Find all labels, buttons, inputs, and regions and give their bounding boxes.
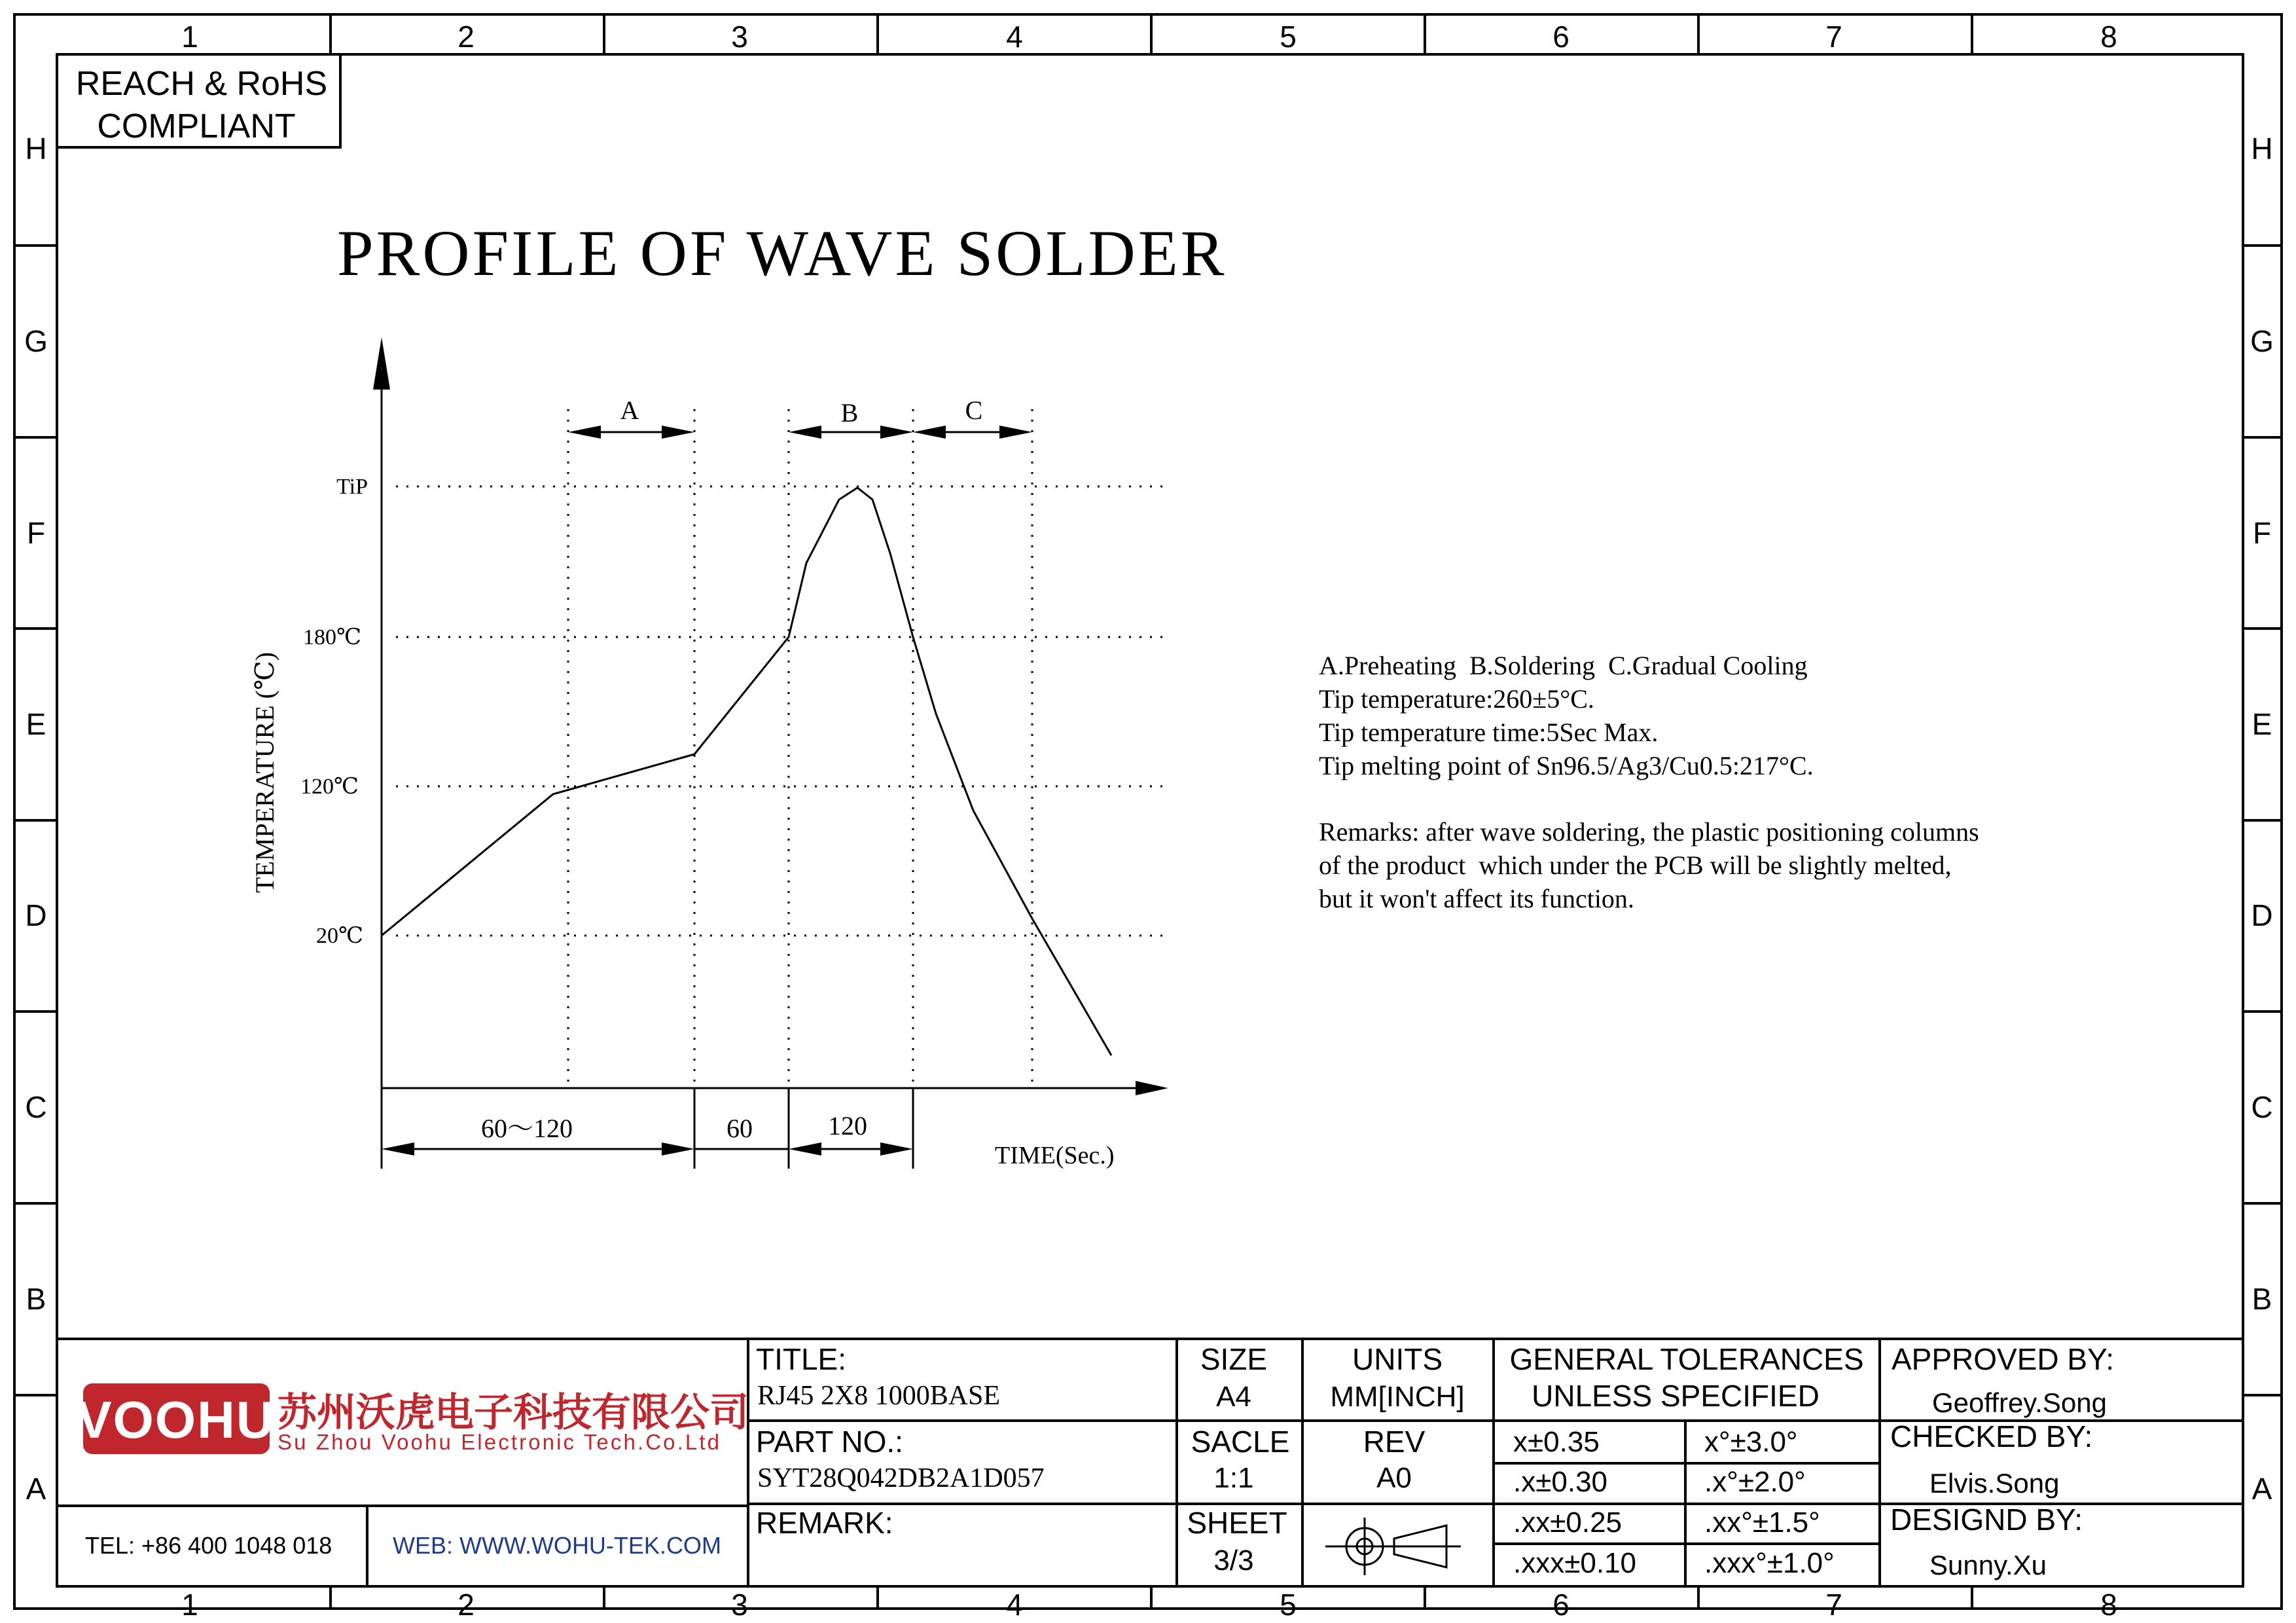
duration-preheat: 60～120 (481, 1114, 573, 1143)
row-marker-left-B: B (26, 1282, 46, 1316)
column-marker-bottom-1: 1 (181, 1588, 198, 1622)
approved-label: APPROVED BY: (1892, 1342, 2115, 1376)
row-marker-left-G: G (24, 324, 48, 358)
part-label: PART NO.: (756, 1425, 903, 1459)
company-tel: TEL: +86 400 1048 018 (85, 1532, 332, 1559)
tolerances-title-1: GENERAL TOLERANCES (1509, 1342, 1864, 1376)
notes-line-2: Tip temperature:260±5°C. (1319, 684, 1594, 714)
duration-ramp: 60 (726, 1114, 753, 1143)
size-label: SIZE (1200, 1342, 1268, 1376)
row-marker-right-A: A (2251, 1472, 2272, 1506)
tolerance-angular-2: .x°±2.0° (1704, 1466, 1806, 1498)
column-marker-top-3: 3 (731, 20, 748, 54)
zone-b-label: B (840, 398, 859, 428)
row-marker-left-F: F (26, 516, 46, 550)
y-tick-20: 20℃ (315, 924, 363, 948)
row-marker-left-H: H (25, 132, 47, 166)
remark-label: REMARK: (756, 1506, 893, 1540)
notes-line-3: Tip temperature time:5Sec Max. (1319, 718, 1659, 747)
checked-label: CHECKED BY: (1890, 1419, 2093, 1453)
column-marker-top-5: 5 (1280, 20, 1297, 54)
y-tick-120: 120℃ (300, 775, 359, 799)
company-name-cn: 苏州沃虎电子科技有限公司 (278, 1391, 749, 1434)
remarks-line-2: of the product which under the PCB will be slightly melted, (1319, 850, 1952, 880)
checked-value: Elvis.Song (1929, 1468, 2060, 1499)
column-marker-top-6: 6 (1552, 20, 1570, 54)
size-value: A4 (1216, 1381, 1251, 1413)
tolerance-angular-1: x°±3.0° (1704, 1426, 1798, 1458)
sheet-label: SHEET (1187, 1506, 1287, 1540)
column-marker-top-7: 7 (1825, 20, 1842, 54)
row-marker-right-D: D (2251, 898, 2273, 932)
remarks-line-3: but it won't affect its function. (1319, 884, 1634, 913)
row-marker-right-F: F (2252, 516, 2272, 550)
column-marker-bottom-3: 3 (731, 1588, 748, 1622)
column-marker-top-8: 8 (2100, 20, 2117, 54)
part-value: SYT28Q042DB2A1D057 (757, 1463, 1045, 1493)
column-marker-top-2: 2 (457, 20, 475, 54)
tolerance-linear-4: .xxx±0.10 (1513, 1547, 1637, 1579)
y-tick-180: 180℃ (302, 625, 361, 649)
tolerance-angular-4: .xxx°±1.0° (1704, 1547, 1835, 1579)
scale-label: SACLE (1191, 1425, 1290, 1459)
title-value: RJ45 2X8 1000BASE (757, 1381, 1001, 1411)
column-marker-bottom-7: 7 (1825, 1588, 1842, 1622)
y-tick-tip: TiP (336, 475, 368, 499)
column-marker-bottom-6: 6 (1552, 1588, 1570, 1622)
compliance-line-1: REACH & RoHS (75, 65, 328, 103)
voohu-logo (77, 1383, 275, 1454)
company-name-en: Su Zhou Voohu Electronic Tech.Co.Ltd (278, 1430, 719, 1454)
designed-label: DESIGND BY: (1890, 1503, 2083, 1537)
column-marker-bottom-8: 8 (2100, 1588, 2117, 1622)
zone-c-label: C (965, 395, 983, 425)
row-marker-left-E: E (26, 707, 46, 741)
row-marker-right-C: C (2251, 1090, 2273, 1124)
units-label: UNITS (1352, 1342, 1443, 1376)
title-label: TITLE: (756, 1342, 847, 1376)
notes-line-4: Tip melting point of Sn96.5/Ag3/Cu0.5:217°C. (1319, 751, 1814, 780)
rev-value: A0 (1376, 1462, 1412, 1494)
column-marker-bottom-5: 5 (1280, 1588, 1297, 1622)
units-value: MM[INCH] (1330, 1381, 1465, 1413)
diagram-title: PROFILE OF WAVE SOLDER (337, 217, 1227, 289)
zone-a-label: A (620, 395, 639, 425)
tolerance-angular-3: .xx°±1.5° (1704, 1506, 1820, 1539)
tolerance-linear-3: .xx±0.25 (1513, 1506, 1623, 1539)
rev-label: REV (1363, 1425, 1426, 1459)
compliance-line-2: COMPLIANT (97, 107, 296, 145)
scale-value: 1:1 (1213, 1462, 1254, 1494)
tolerance-linear-1: x±0.35 (1513, 1426, 1600, 1458)
row-marker-right-E: E (2251, 707, 2272, 741)
logo-text: VOOHU (77, 1391, 276, 1449)
column-marker-top-4: 4 (1006, 20, 1023, 54)
column-marker-bottom-4: 4 (1006, 1588, 1023, 1622)
duration-solder: 120 (828, 1111, 867, 1140)
tolerance-linear-2: .x±0.30 (1513, 1466, 1608, 1498)
row-marker-left-D: D (25, 898, 47, 932)
row-marker-right-B: B (2251, 1282, 2272, 1316)
row-marker-right-H: H (2251, 132, 2273, 166)
sheet-value: 3/3 (1213, 1544, 1254, 1577)
row-marker-left-A: A (26, 1472, 46, 1506)
x-axis-label: TIME(Sec.) (995, 1142, 1115, 1169)
tolerances-title-2: UNLESS SPECIFIED (1532, 1379, 1820, 1413)
remarks-line-1: Remarks: after wave soldering, the plastic positioning columns (1319, 817, 1979, 847)
column-marker-top-1: 1 (181, 20, 198, 54)
company-web: WEB: WWW.WOHU-TEK.COM (393, 1532, 721, 1559)
approved-value: Geoffrey.Song (1932, 1387, 2107, 1418)
column-marker-bottom-2: 2 (457, 1588, 475, 1622)
row-marker-left-C: C (25, 1090, 47, 1124)
designed-value: Sunny.Xu (1929, 1550, 2047, 1580)
row-marker-right-G: G (2250, 324, 2274, 358)
y-axis-label: TEMPERATURE (℃) (250, 651, 279, 894)
notes-line-1: A.Preheating B.Soldering C.Gradual Cooling (1319, 651, 1808, 680)
